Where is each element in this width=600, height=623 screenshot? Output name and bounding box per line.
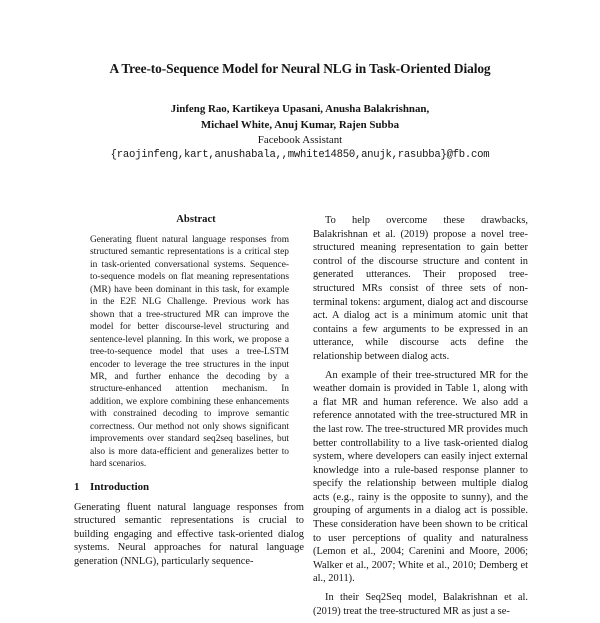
authors-line-2: Michael White, Anuj Kumar, Rajen Subba — [200, 118, 400, 131]
abstract-heading: Abstract — [176, 214, 216, 225]
left-column — [74, 214, 304, 569]
intro-paragraph: Generating fluent natural language responses from structured semantic representations is crucial to building engaging and effective task-oriented dialog systems. Neural approaches for natural language generation (NNLG), particularly sequence- — [74, 501, 304, 567]
right-paragraph-3: In their Seq2Seq model, Balakrishnan et al. (2019) treat the tree-structured MR as just a se- — [313, 592, 528, 617]
affiliation: Facebook Assistant — [257, 134, 343, 146]
author-emails: {raojinfeng,kart,anushabala,,mwhite14850,anujk,rasubba}@fb.com — [110, 149, 490, 161]
authors-line-1: Jinfeng Rao, Kartikeya Upasani, Anusha Balakrishnan, — [170, 103, 430, 115]
section-heading-introduction — [74, 481, 304, 493]
paper-title: A Tree-to-Sequence Model for Neural NLG in Task-Oriented Dialog — [109, 61, 491, 76]
right-column — [313, 214, 528, 623]
section-number: 1 — [74, 480, 80, 493]
right-paragraph-2: An example of their tree-structured MR for the weather domain is provided in Table 1, along with a flat MR and human reference. We also add a reference annotated with the tree-structured MR in the last row. The tree-structured MR provides much better controllability to a live task-oriented dialog system, where developers can easily inject external knowledge into a rule-based response planner to specify the relationship between multiple dialog acts (e.g., rainy is the opposite to sunny), and the grouping of arguments in a dialog act is possible. These consideration have been shown to be critical to user perceptions of quality and naturalness (Lemon et al., 2004; Carenini and Moore, 2006; Walker et al., 2007; White et al., 2010; Demberg et al., 2011). — [313, 369, 528, 585]
right-paragraph-1: To help overcome these drawbacks, Balakrishnan et al. (2019) propose a novel tree-structured meaning representation to gain better control of the discourse structure and content in generated utterances. Their proposed tree-structured MRs consist of three sets of non-terminal tokens: argument, dialog act and discourse act. A dialog act is a minimum atomic unit that contains a few arguments to be expressed in an utterance, while discourse acts define the relationship between dialog acts. — [313, 215, 528, 362]
author-list — [40, 102, 560, 133]
section-title: Introduction — [90, 480, 150, 493]
abstract-text: Generating fluent natural language responses from structured semantic representations is a critical step in task-oriented conversational systems. Sequence-to-sequence models on flat meaning representations (MR) have been dominant in this task, for example in the E2E NLG Challenge. Previous work has shown that a tree-structured MR can improve the model for better discourse-level structuring and sentence-level planning. In this work, we propose a tree-to-sequence model that uses a tree-LSTM encoder to leverage the tree structures in the input MR, and further enhance the decoding by a structure-enhanced attention mechanism. In addition, we explore combining these enhancements with constrained decoding to improve semantic correctness. Our method not only shows significant improvements over standard seq2seq baselines, but also is more data-efficient and generalizes better to hard scenarios. — [90, 235, 289, 470]
